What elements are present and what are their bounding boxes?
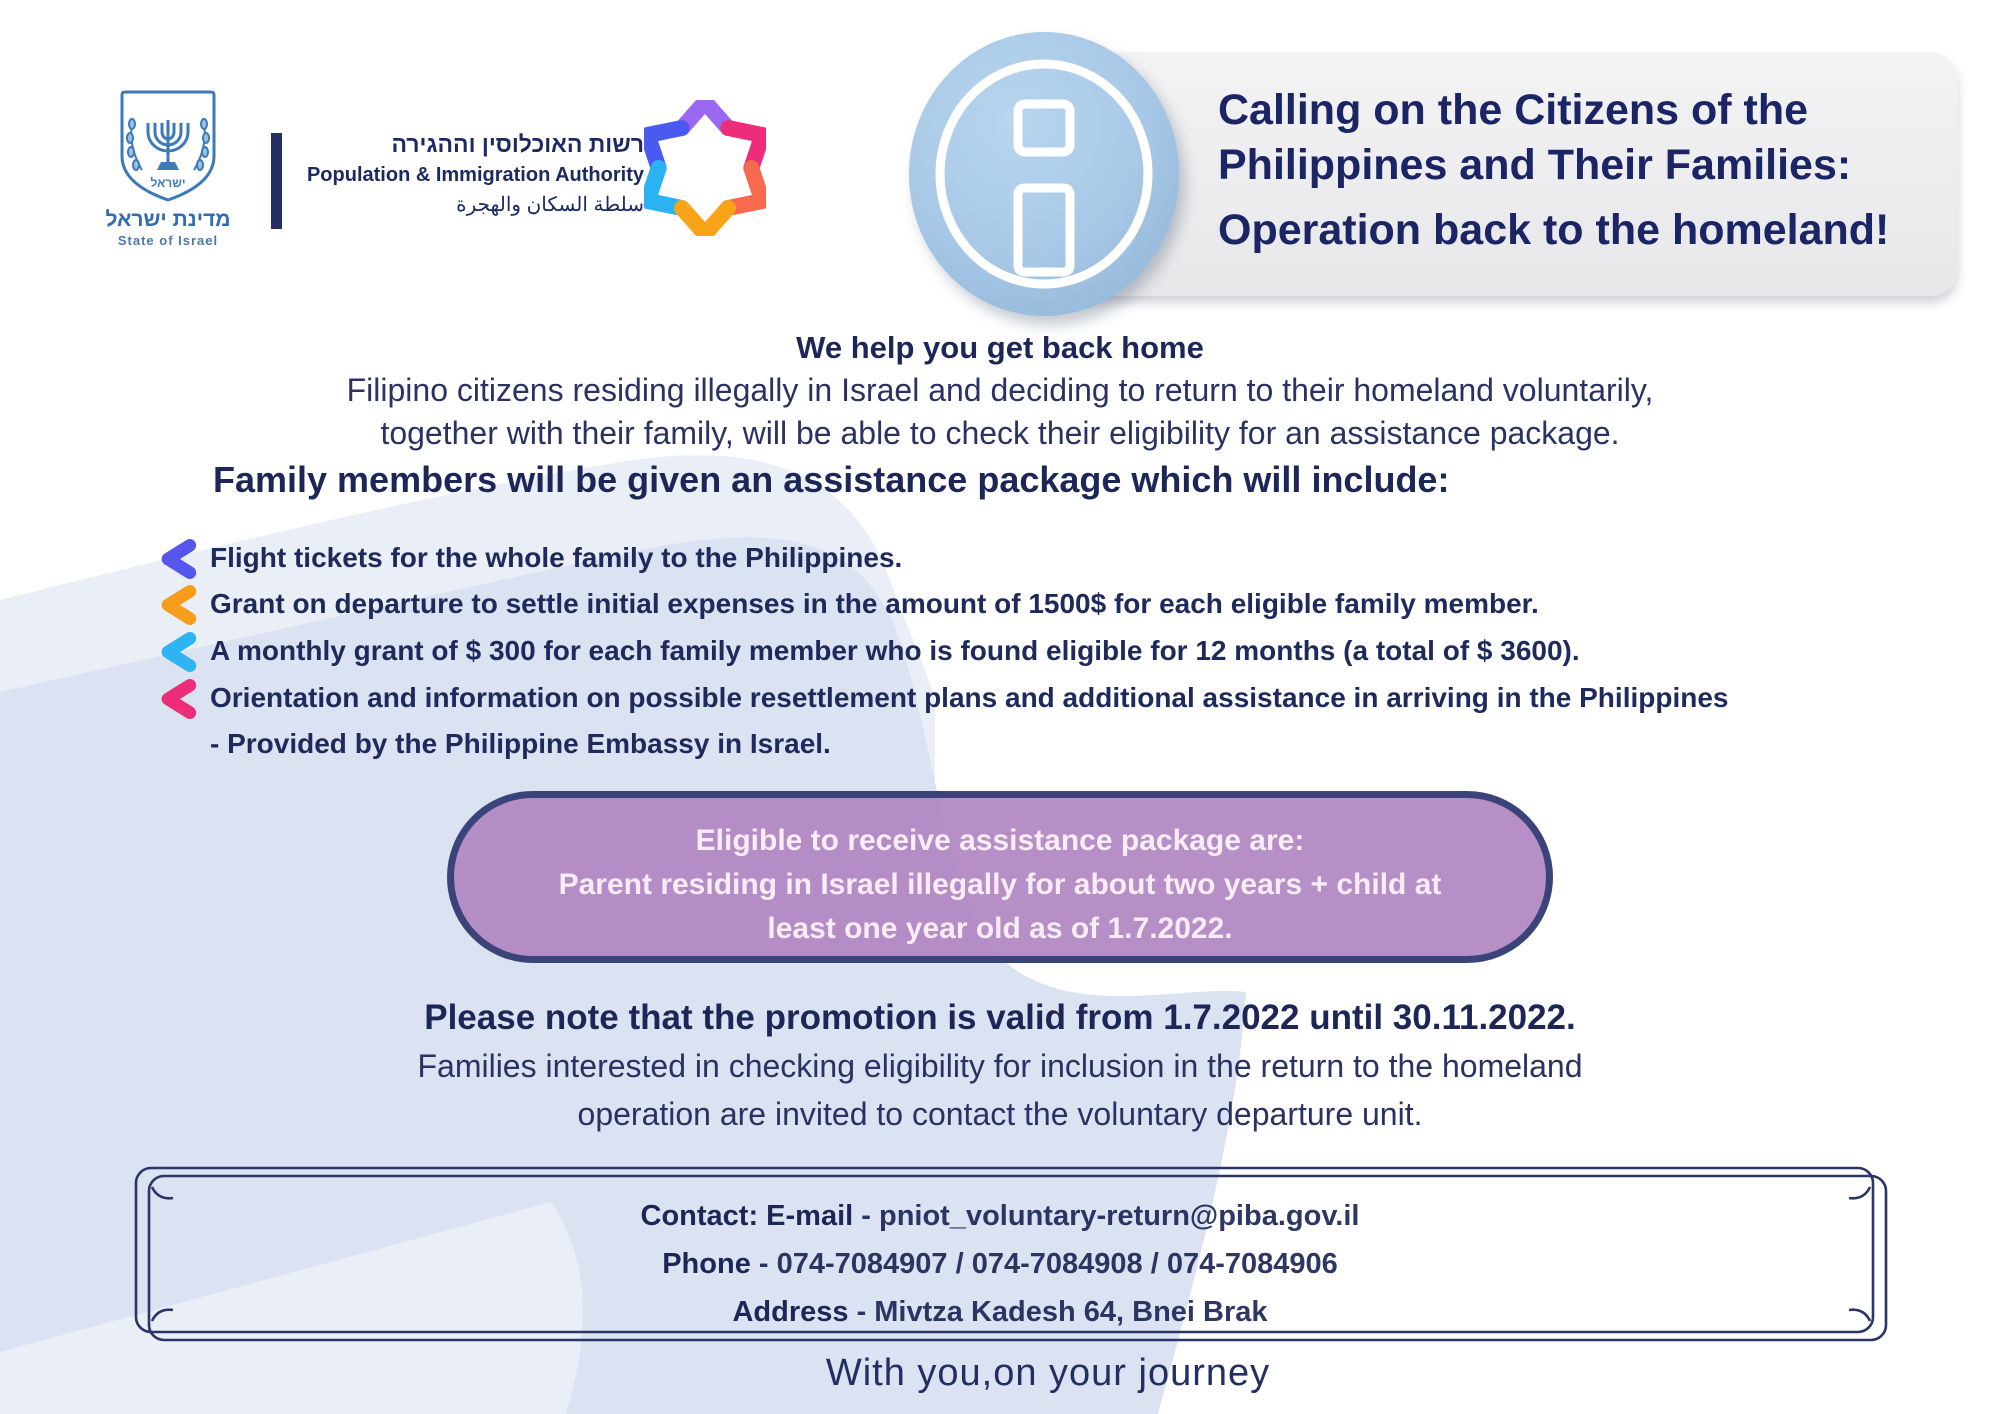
eligibility-line3: least one year old as of 1.7.2022. xyxy=(767,912,1233,945)
intro-heading: We help you get back home xyxy=(796,330,1204,365)
benefit-item-orientation xyxy=(158,675,1730,767)
benefit-item-flights xyxy=(158,535,902,581)
frame-corner-flourish xyxy=(1849,1187,1870,1198)
star-chevron-top xyxy=(682,102,728,128)
contact-address-value: - Mivtza Kadesh 64, Bnei Brak xyxy=(856,1296,1268,1328)
emblem-shield-label: ישראל xyxy=(150,176,186,190)
authority-name-block xyxy=(292,129,644,220)
benefit-item-monthly-grant xyxy=(158,628,1580,674)
promotion-validity-note: Please note that the promotion is valid from 1.7.2022 until 30.11.2022. xyxy=(424,998,1576,1037)
info-icon xyxy=(905,28,1183,320)
chevron-bullet-pink-icon xyxy=(158,678,198,720)
contact-email-line xyxy=(0,1200,2000,1233)
benefits-list-heading: Family members will be given an assistance package which will include: xyxy=(213,459,1450,500)
authority-name-arabic: سلطة السكان والهجرة xyxy=(456,194,644,216)
benefit-text: Orientation and information on possible resettlement plans and additional assistance in arriving in the Philippines - Provided by the Philippine Embassy in Israel. xyxy=(210,682,1729,759)
footer-tagline: With you,on your journey xyxy=(825,1352,1271,1394)
benefit-item-departure-grant xyxy=(158,581,1539,627)
star-chevron-bottom xyxy=(682,208,728,234)
eligibility-line1: Eligible to receive assistance package are: xyxy=(695,824,1305,857)
contact-phone-value: - 074-7084907 / 074-7084908 / 074-7084906 xyxy=(758,1248,1338,1280)
contact-phone-line xyxy=(0,1248,2000,1281)
authority-name-english: Population & Immigration Authority xyxy=(306,164,644,186)
chevron-bullet-indigo-icon xyxy=(158,538,198,580)
header-divider-bar xyxy=(271,133,282,229)
state-name-english: State of Israel xyxy=(117,233,219,248)
state-name-hebrew: מדינת ישראל xyxy=(105,208,231,231)
banner-title-line2: Philippines and Their Families: xyxy=(1218,141,1852,189)
contact-address-line xyxy=(0,1296,2000,1329)
star-of-david-logo xyxy=(644,100,766,236)
authority-name-hebrew: רשות האוכלוסין וההגירה xyxy=(391,131,644,157)
contact-address-label: Address xyxy=(732,1296,849,1328)
contact-phone-label: Phone xyxy=(662,1248,751,1280)
families-note-line2: operation are invited to contact the voluntary departure unit. xyxy=(577,1096,1423,1132)
eligibility-line2: Parent residing in Israel illegally for about two years + child at xyxy=(558,868,1442,901)
chevron-bullet-cyan-icon xyxy=(158,631,198,673)
banner-title-line1: Calling on the Citizens of the xyxy=(1218,86,1809,134)
banner-title-line3: Operation back to the homeland! xyxy=(1218,206,1890,254)
benefit-text: Grant on departure to settle initial expenses in the amount of 1500$ for each eligible family member. xyxy=(210,588,1539,619)
star-chevron-upper-right xyxy=(728,115,766,168)
intro-paragraph-line2: together with their family, will be able to check their eligibility for an assistance package. xyxy=(380,415,1620,451)
benefit-text: Flight tickets for the whole family to the Philippines. xyxy=(210,542,903,573)
contact-email-label: Contact: E-mail xyxy=(640,1200,854,1232)
chevron-bullet-orange-icon xyxy=(158,584,198,626)
benefit-text: A monthly grant of $ 300 for each family member who is found eligible for 12 months (a total of $ 3600). xyxy=(210,635,1580,666)
star-chevron-upper-left xyxy=(644,115,682,168)
intro-paragraph-line1: Filipino citizens residing illegally in Israel and deciding to return to their homeland voluntarily, xyxy=(346,372,1654,408)
contact-email-value: - pniot_voluntary-return@piba.gov.il xyxy=(861,1200,1360,1232)
israel-state-emblem xyxy=(118,90,218,204)
eligibility-box xyxy=(447,791,1553,963)
families-note-line1: Families interested in checking eligibility for inclusion in the return to the homeland xyxy=(417,1048,1583,1084)
